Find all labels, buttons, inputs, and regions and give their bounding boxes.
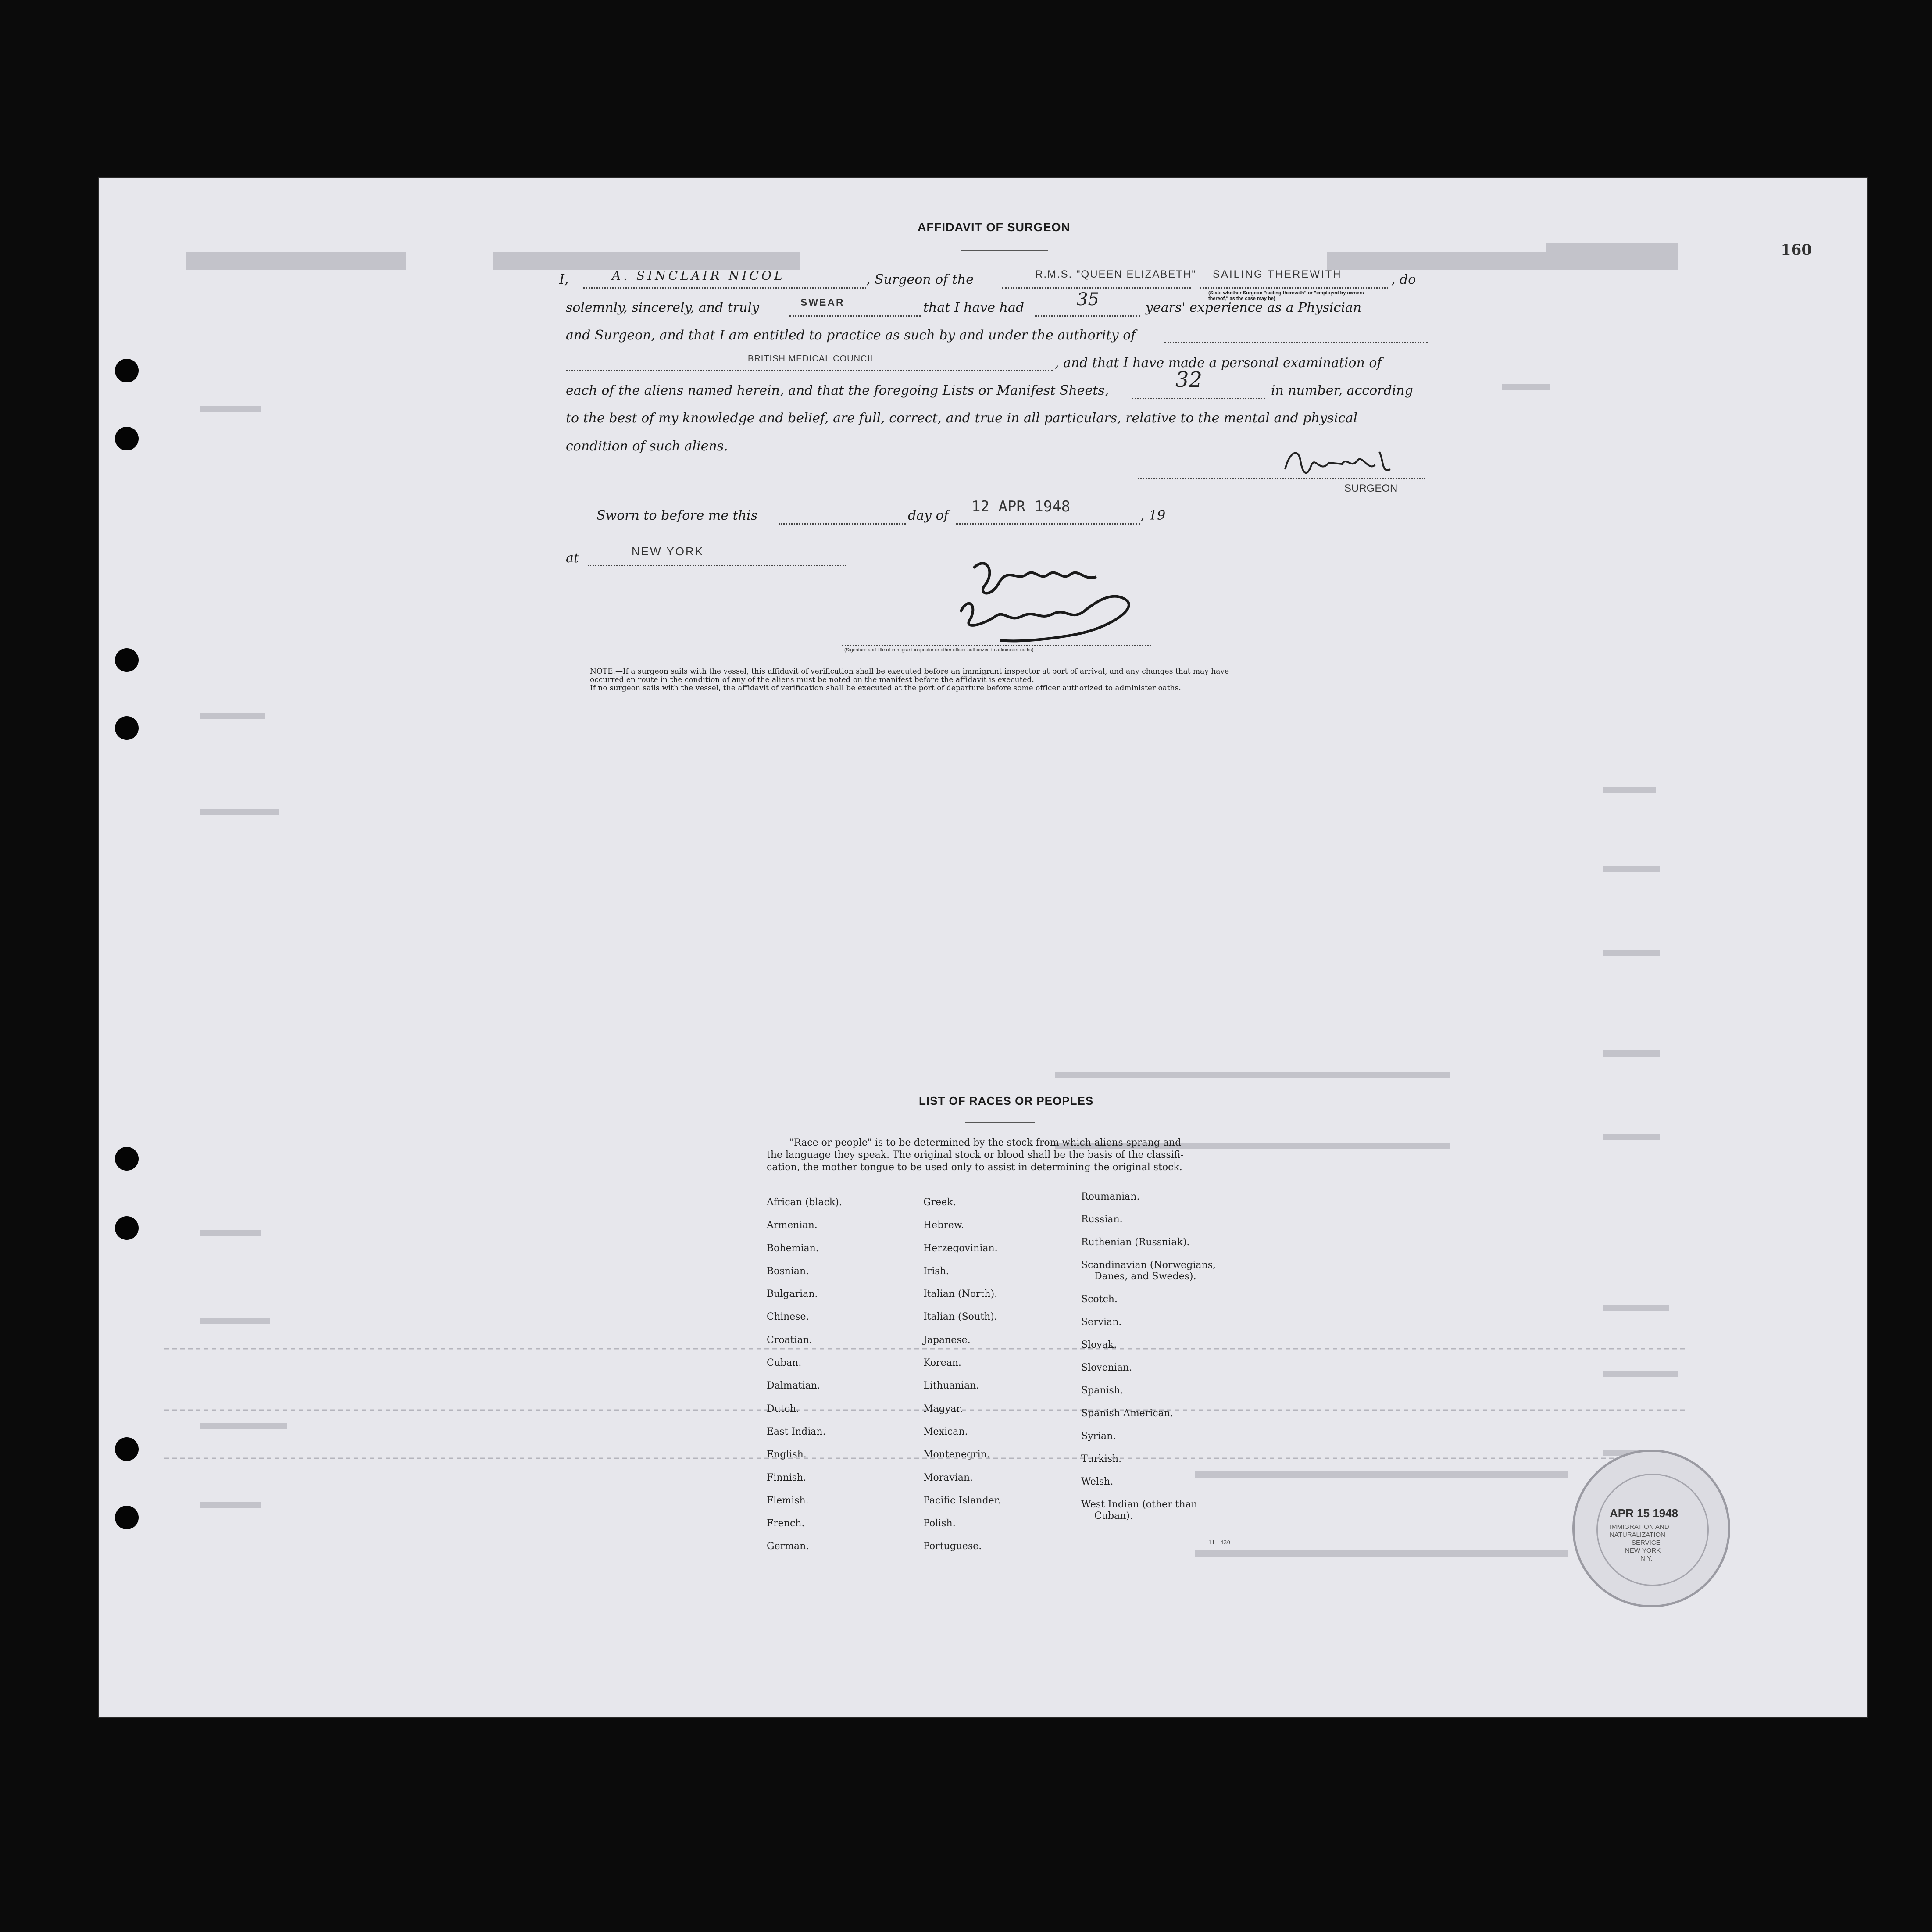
note-line-3: If no surgeon sails with the vessel, the affidavit of verification shall be executed at the port of departure before some officer authorized to administer oaths. <box>590 684 1181 693</box>
race-item: Scotch. <box>1081 1294 1118 1305</box>
sheet-count: 32 <box>1175 368 1203 392</box>
race-item: Russian. <box>1081 1214 1123 1225</box>
race-list-col-1 <box>767 1191 842 1558</box>
race-item: Japanese. <box>923 1334 971 1346</box>
race-item: African (black). <box>767 1197 842 1208</box>
vessel-field <box>1002 287 1191 289</box>
race-item: Cuban). <box>1094 1511 1133 1521</box>
race-item: Slovenian. <box>1081 1362 1132 1373</box>
place-field <box>588 565 846 566</box>
oath-word: SWEAR <box>800 296 845 308</box>
race-item: Scandinavian (Norwegians, <box>1081 1260 1216 1271</box>
race-item: Armenian. <box>767 1220 818 1231</box>
race-item: Montenegrin. <box>923 1449 990 1461</box>
race-item: Croatian. <box>767 1334 812 1346</box>
affidavit-line-7: condition of such aliens. <box>566 439 728 454</box>
race-item: Italian (South). <box>923 1311 997 1323</box>
immigration-stamp <box>1572 1450 1730 1607</box>
race-item: English. <box>767 1449 807 1461</box>
race-item: Portuguese. <box>923 1541 982 1552</box>
race-item: East Indian. <box>767 1426 826 1437</box>
stamp-text-line: IMMIGRATION AND <box>1610 1523 1669 1531</box>
race-item: Mexican. <box>923 1426 968 1437</box>
years-experience: 35 <box>1077 289 1099 310</box>
status-field <box>1200 287 1388 289</box>
race-item: Hebrew. <box>923 1220 964 1231</box>
affidavit-line-1-mid: , Surgeon of the <box>866 272 974 287</box>
affidavit-line-2-mid: that I have had <box>923 300 1025 315</box>
race-item: Cuban. <box>767 1357 802 1369</box>
surgeon-name-field <box>583 287 866 289</box>
race-list-col-3 <box>1081 1191 1216 1522</box>
race-item: Dutch. <box>767 1403 800 1414</box>
race-item: Roumanian. <box>1081 1191 1140 1202</box>
race-item: Korean. <box>923 1357 961 1369</box>
affidavit-line-4-suffix: , and that I have made a personal examination of <box>1055 355 1382 371</box>
authority-field-top <box>1164 342 1428 343</box>
vessel-name: R.M.S. "QUEEN ELIZABETH" <box>1035 268 1196 280</box>
races-intro-line: "Race or people" is to be determined by the stock from which aliens sprang and <box>789 1137 1182 1148</box>
inspector-signature-caption: (Signature and title of immigrant inspector or other officer authorized to administer oaths) <box>844 647 1034 653</box>
race-item: Polish. <box>923 1518 956 1529</box>
surgeon-name: A. SINCLAIR NICOL <box>612 268 785 283</box>
race-list-col-2 <box>923 1191 1001 1558</box>
stamp-date: APR 15 1948 <box>1610 1507 1678 1520</box>
race-item: Bohemian. <box>767 1243 819 1254</box>
race-item: Dalmatian. <box>767 1380 820 1392</box>
race-item: French. <box>767 1518 805 1529</box>
stamp-text-line: NATURALIZATION <box>1610 1531 1665 1539</box>
authority-field <box>566 370 1053 371</box>
surgeon-status: SAILING THEREWITH <box>1213 268 1342 280</box>
stamp-text-line: N.Y. <box>1640 1555 1653 1562</box>
sworn-day-of: day of <box>908 508 949 523</box>
race-item: Slovak. <box>1081 1339 1117 1350</box>
race-item: Italian (North). <box>923 1289 998 1300</box>
at-label: at <box>566 550 579 566</box>
race-item: Flemish. <box>767 1495 809 1506</box>
race-item: Herzegovinian. <box>923 1243 998 1254</box>
race-item: Chinese. <box>767 1311 809 1323</box>
affidavit-line-2-suffix: years' experience as a Physician <box>1146 300 1362 315</box>
races-title: LIST OF RACES OR PEOPLES <box>919 1094 1094 1107</box>
race-item: West Indian (other than <box>1081 1499 1197 1510</box>
race-item: Ruthenian (Russniak). <box>1081 1237 1190 1248</box>
title-rule <box>961 250 1048 251</box>
race-item: Pacific Islander. <box>923 1495 1001 1506</box>
races-intro-line: the language they speak. The original stock or blood shall be the basis of the classifi- <box>767 1150 1184 1161</box>
affidavit-line-5-suffix: in number, according <box>1271 383 1413 398</box>
stamp-text-line: SERVICE <box>1632 1539 1661 1546</box>
note-line-1: NOTE.—If a surgeon sails with the vessel, this affidavit of verification shall be executed before an immigrant inspector at port of arrival, and any changes that may have <box>590 667 1229 676</box>
race-item: Bosnian. <box>767 1265 809 1277</box>
affidavit-title: AFFIDAVIT OF SURGEON <box>918 221 1070 234</box>
race-item: Syrian. <box>1081 1431 1116 1442</box>
oath-field <box>789 315 921 317</box>
page-number: 160 <box>1781 241 1812 259</box>
affidavit-line-5-prefix: each of the aliens named herein, and that the foregoing Lists or Manifest Sheets, <box>566 383 1109 398</box>
race-item: Bulgarian. <box>767 1289 818 1300</box>
race-item: Moravian. <box>923 1472 973 1483</box>
race-item: Servian. <box>1081 1317 1122 1328</box>
sworn-place: NEW YORK <box>632 545 704 558</box>
race-item: German. <box>767 1541 809 1552</box>
sworn-date-field <box>956 523 1140 525</box>
sworn-day-field <box>779 523 906 525</box>
years-field <box>1035 315 1140 317</box>
affidavit-line-3: and Surgeon, and that I am entitled to practice as such by and under the authority of <box>566 328 1136 343</box>
form-number: 11—430 <box>1208 1539 1231 1546</box>
race-item: Magyar. <box>923 1403 963 1414</box>
race-item: Lithuanian. <box>923 1380 979 1392</box>
affidavit-line-1-suffix: , do <box>1391 272 1416 287</box>
stamp-text-line: NEW YORK <box>1625 1547 1661 1554</box>
races-title-rule <box>965 1122 1035 1123</box>
affidavit-line-1-prefix: I, <box>559 272 569 287</box>
inspector-signature-line <box>842 645 1151 646</box>
authority-name: BRITISH MEDICAL COUNCIL <box>748 354 876 364</box>
races-intro-line: cation, the mother tongue to be used only to assist in determining the original stock. <box>767 1162 1182 1173</box>
race-item: Turkish. <box>1081 1453 1122 1464</box>
sworn-year-prefix: , 19 <box>1140 508 1166 523</box>
affidavit-line-6: to the best of my knowledge and belief, are full, correct, and true in all particulars, relative to the mental and physical <box>566 411 1358 426</box>
status-note: (State whether Surgeon "sailing therewith" or "employed by owners thereof," as the case may be) <box>1208 290 1364 301</box>
race-item: Irish. <box>923 1265 949 1277</box>
race-item: Spanish. <box>1081 1385 1123 1396</box>
surgeon-signature <box>1281 443 1403 482</box>
race-item: Greek. <box>923 1197 956 1208</box>
surgeon-label: SURGEON <box>1344 482 1398 494</box>
sworn-date: 12 APR 1948 <box>971 498 1071 515</box>
race-item: Welsh. <box>1081 1476 1114 1487</box>
sheets-field <box>1132 398 1265 399</box>
sworn-prefix: Sworn to before me this <box>596 508 758 523</box>
note-line-2: occurred en route in the condition of any of the aliens must be noted on the manifest before the affidavit is executed. <box>590 675 1034 684</box>
race-item: Spanish American. <box>1081 1408 1173 1419</box>
affidavit-line-2-prefix: solemnly, sincerely, and truly <box>566 300 760 315</box>
race-item: Finnish. <box>767 1472 807 1483</box>
race-item: Danes, and Swedes). <box>1094 1271 1196 1282</box>
